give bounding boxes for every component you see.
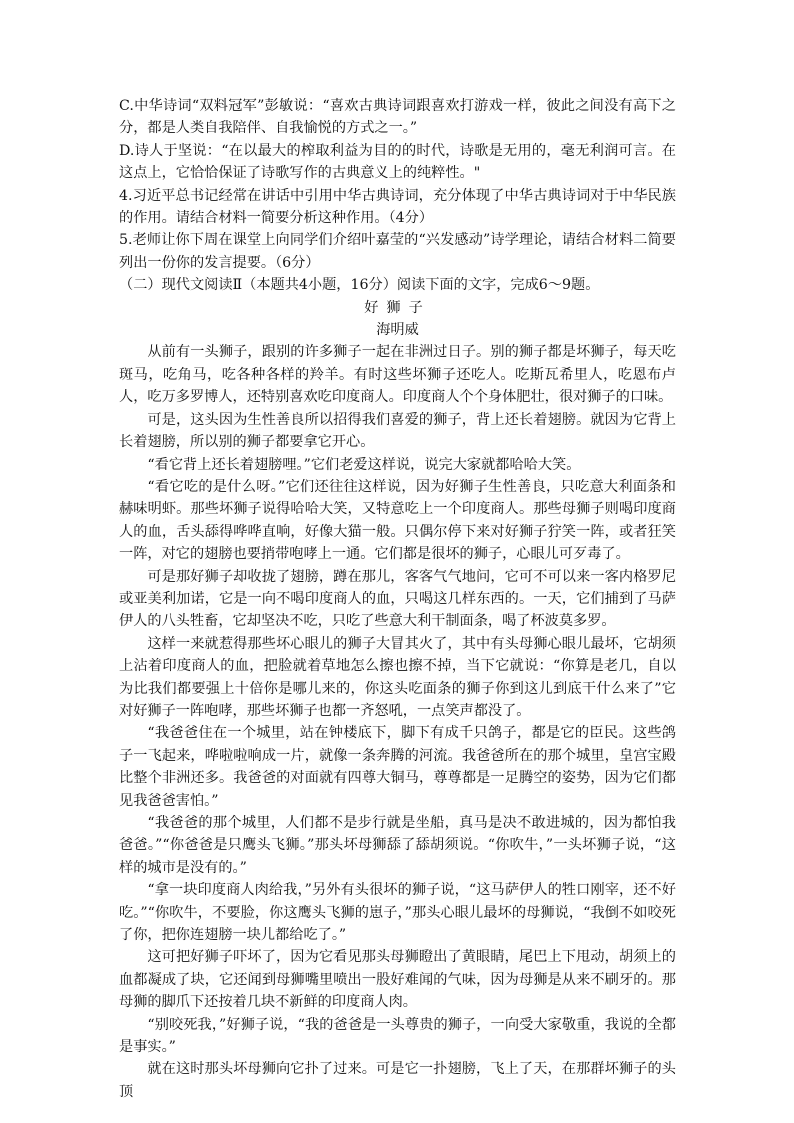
story-paragraph: 这可把好狮子吓坏了，因为它看见那头母狮瞪出了黄眼睛，尾巴上下甩动，胡须上的血都凝成了块，它还闻到母狮嘴里喷出一股好难闻的气味，因为母狮是从来不刷牙的。那母狮的脚爪下还按着几块不新鲜的印度商人肉。 [119, 949, 676, 1011]
story-paragraph: 就在这时那头坏母狮向它扑了过来。可是它一扑翅膀，飞上了天，在那群坏狮子的头顶 [119, 1061, 676, 1100]
question-5: 5.老师让你下周在课堂上向同学们介绍叶嘉莹的“兴发感动”诗学理论，请结合材料二简要列出一份你的发言提要。（6分） [119, 232, 676, 271]
story-paragraph: “我爸爸的那个城里，人们都不是步行就是坐船，真马是决不敢进城的，因为都怕我爸爸。”“你爸爸是只鹰头飞狮。”那头坏母狮舔了舔胡须说。“你吹牛，”一头坏狮子说，“这样的城市是没有的。” [119, 815, 676, 876]
story-paragraph: 可是那好狮子却收拢了翅膀，蹲在那儿，客客气气地问，它可不可以来一客内格罗尼或亚美利加诺，它是一向不喝印度商人的血，只喝这几样东西的。一天，它们捕到了马萨伊人的八头牲畜，它却坚决不吃，只吃了些意大利干制面条，喝了杯波莫多罗。 [119, 568, 676, 630]
option-c: C.中华诗词“双料冠军”彭敏说：“喜欢古典诗词跟喜欢打游戏一样，彼此之间没有高下之分，都是人类自我陪伴、自我愉悦的方式之一。” [119, 98, 676, 137]
story-author: 海明威 [376, 322, 419, 339]
story-paragraph: “看它背上还长着翅膀哩。”它们老爱这样说，说完大家就都哈哈大笑。 [147, 456, 581, 473]
question-4: 4.习近平总书记经常在讲话中引用中华古典诗词，充分体现了中华古典诗词对于中华民族的作用。请结合材料一简要分析这种作用。（4分） [119, 187, 676, 227]
story-paragraph: “我爸爸住在一个城里，站在钟楼底下，脚下有成千只鸽子，都是它的臣民。这些鸽子一飞起来，哗啦啦响成一片，就像一条奔腾的河流。我爸爸所在的那个城里，皇宫宝殿比整个非洲还多。我爸爸的对面就有四尊大铜马，尊尊都是一足腾空的姿势，因为它们都见我爸爸害怕。” [119, 725, 676, 809]
section-header: （二）现代文阅读Ⅱ（本题共4小题，16分）阅读下面的文字，完成6～9题。 [119, 277, 600, 294]
story-paragraph: 可是，这头因为生性善良所以招得我们喜爱的狮子，背上还长着翅膀。就因为它背上长着翅膀，所以别的狮子都要拿它开心。 [119, 411, 676, 451]
story-title: 好狮子 [364, 299, 431, 316]
option-d: D.诗人于坚说：“在以最大的榨取利益为目的的时代，诗歌是无用的，毫无利润可言。在这点上，它恰恰保证了诗歌写作的古典意义上的纯粹性。" [119, 142, 676, 182]
story-paragraph: “拿一块印度商人肉给我，”另外有头很坏的狮子说，“这马萨伊人的牲口刚宰，还不好吃。”“你吹牛，不要脸，你这鹰头飞狮的崽子，”那头心眼儿最坏的母狮说，“我倒不如咬死了你，把你连翅膀一块儿都给吃了。” [119, 882, 676, 944]
document-page [119, 95, 676, 1103]
story-paragraph: 这样一来就惹得那些坏心眼儿的狮子大冒其火了，其中有头母狮心眼儿最坏，它胡须上沾着印度商人的血，把脸就着草地怎么擦也擦不掉，当下它就说：“你算是老几，自以为比我们都要强上十倍你是哪儿来的，你这头吃面条的狮子你到这儿到底干什么来了”它对好狮子一阵咆哮，那些坏狮子也都一齐怒吼，一点笑声都没了。 [119, 635, 676, 719]
story-paragraph: “别咬死我，”好狮子说，“我的爸爸是一头尊贵的狮子，一向受大家敬重，我说的全都是事实。” [119, 1016, 676, 1056]
story-paragraph: “看它吃的是什么呀。”它们还往往这样说，因为好狮子生性善良，只吃意大利面条和赫味明虾。那些坏狮子说得哈哈大笑，又特意吃上一个印度商人。那些母狮子则喝印度商人的血，舌头舔得哗哗直响，好像大猫一般。只偶尔停下来对好狮子狞笑一阵，或者狂笑一阵，对它的翅膀也要捎带咆哮上一通。它们都是很坏的狮子，心眼儿可歹毒了。 [119, 478, 676, 563]
story-paragraph: 从前有一头狮子，跟别的许多狮子一起在非洲过日子。别的狮子都是坏狮子，每天吃斑马，吃角马，吃各种各样的羚羊。有时这些坏狮子还吃人。吃斯瓦希里人，吃恩布卢人，吃万多罗博人，还特别喜欢吃印度商人。印度商人个个身体肥壮，很对狮子的口味。 [119, 344, 676, 406]
